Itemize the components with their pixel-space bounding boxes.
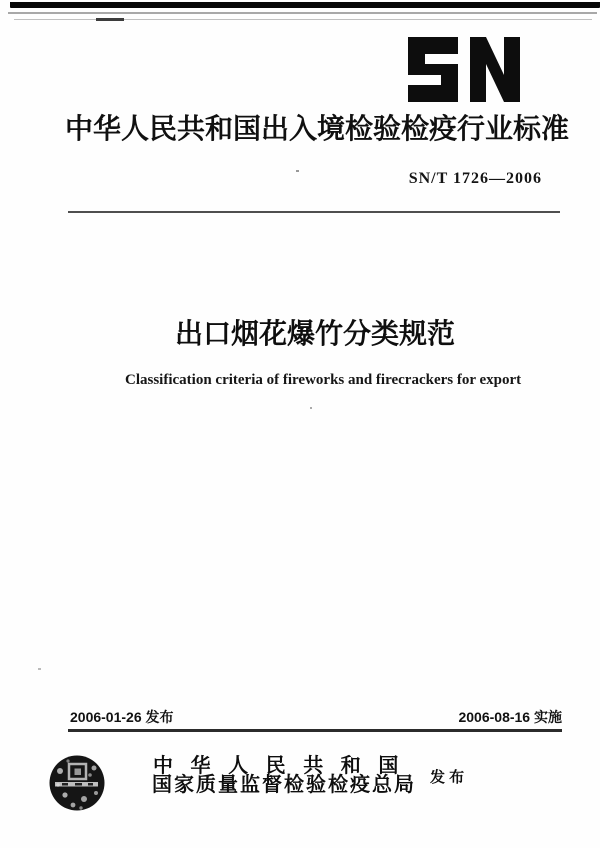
issue-date: 2006-01-26 发布	[70, 709, 174, 725]
scan-speck	[296, 170, 299, 172]
sn-logo-icon	[408, 37, 520, 102]
scan-artifact-dash	[96, 18, 124, 21]
publisher-name-line1: 中 华 人 民 共 和 国	[153, 755, 399, 777]
scan-speck	[38, 668, 41, 670]
publish-action-label: 发 布	[430, 769, 465, 786]
header-divider-rule	[68, 211, 560, 213]
document-title-english: Classification criteria of fireworks and firecrackers for export	[125, 372, 522, 388]
footer-divider-rule	[68, 729, 562, 732]
standard-number: SN/T 1726—2006	[408, 170, 542, 187]
national-seal-icon	[48, 753, 106, 813]
implementation-date: 2006-08-16 实施	[458, 709, 562, 725]
publisher-name-line2: 国家质量监督检验检疫总局	[152, 774, 416, 796]
standard-category-title: 中华人民共和国出入境检验检疫行业标准	[65, 113, 570, 144]
scan-artifact-line	[8, 12, 597, 14]
document-title-chinese: 出口烟花爆竹分类规范	[175, 318, 456, 349]
scan-speck	[310, 407, 312, 409]
scan-artifact-bar	[10, 2, 600, 8]
